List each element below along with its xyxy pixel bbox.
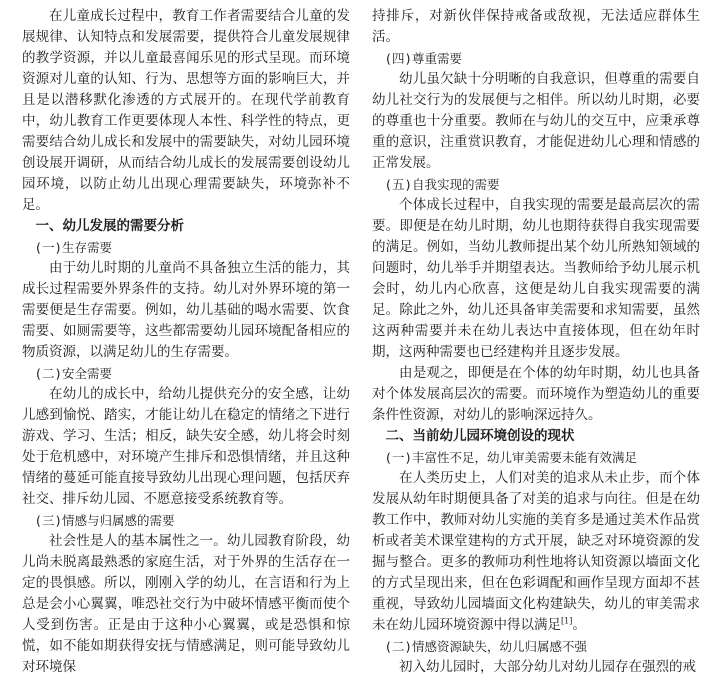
paragraph-safety: 在幼儿的成长中，给幼儿提供充分的安全感，让幼儿感到愉悦、踏实，才能让幼儿在稳定的情绪之下进行游戏、学习、生活；相反，缺失安全感，幼儿将会时刻处于危机感中，对环境产生排斥和恐惧情绪，并且这种情绪的蔓延可能直接导致幼儿出现心理问题，包括厌弃社交、排斥幼儿园、不愿意接受系统教育等。	[22, 386, 350, 507]
section-heading-2: 二、当前幼儿园环境创设的现状	[385, 428, 575, 444]
right-column	[372, 6, 700, 678]
subheading-respect: (四)尊重需要	[384, 51, 463, 66]
paragraph-last: 初入幼儿园时，大部分幼儿对幼儿园存在强烈的戒	[399, 659, 696, 675]
paragraph-belonging-continued: 持排斥，对新伙伴保持戒备或敌视，无法适应群体生活。	[372, 8, 700, 45]
reference-marker: [1]	[561, 616, 573, 626]
left-column	[22, 6, 350, 678]
paragraph-self-realization: 个体成长过程中，自我实现的需要是最高层次的需要。即便是在幼儿时期，幼儿也期待获得自我实现需要的满足。例如，当幼儿教师提出某个幼儿所熟知领域的问题时，幼儿举手并期望表达。当教师给予幼儿展示机会时，幼儿内心欣喜，这便是幼儿自我实现需要的满足。除此之外，幼儿还具备审美需要和求知需要，虽然这两种需要并未在幼儿表达中直接体现，但在幼年时期，这两种需要也已经建构并且逐步发展。	[372, 197, 700, 360]
paragraph-aesthetic	[372, 468, 700, 636]
paragraph-intro: 在儿童成长过程中，教育工作者需要结合儿童的发展规律、认知特点和发展需要，提供符合儿童发展规律的教学资源，并以儿童最喜闻乐见的形式呈现。而环境资源对儿童的认知、行为、思想等方面的影响巨大，并且是以潜移默化渗透的方式展开的。在现代学前教育中，幼儿教育工作更要体现人本性、科学性的特点，更需要结合幼儿成长和发展中的需要缺失，对幼儿园环境创设展开调研，从而结合幼儿成长的发展需要创设幼儿园环境，以防止幼儿出现心理需要缺失，环境弥补不足。	[22, 8, 350, 213]
paragraph-summary: 由是观之，即便是在个体的幼年时期，幼儿也具备对个体发展高层次的需要。而环境作为塑造幼儿的重要条件性资源，对幼儿的影响深远持久。	[372, 365, 700, 423]
subheading-safety: (二)安全需要	[34, 366, 113, 381]
paragraph-aesthetic-end: 。	[572, 617, 586, 633]
subheading-self-realization: (五)自我实现的需要	[384, 177, 500, 192]
paragraph-survival: 由于幼儿时期的儿童尚不具备独立生活的能力，其成长过程需要外界条件的支持。幼儿对外界环境的第一需要便是生存需要。例如，幼儿基础的喝水需要、饮食需要、如厕需要等，这些都需要幼儿园环境配备相应的物质资源，以满足幼儿的生存需要。	[22, 260, 350, 360]
paragraph-aesthetic-text: 在人类历史上，人们对美的追求从未止步，而个体发展从幼年时期便具备了对美的追求与向往。但是在幼教工作中，教师对幼儿实施的美育多是通过美术作品赏析或者美术课堂建构的方式开展，缺乏对环境资源的发掘与整合。更多的教师功利性地将认知资源以墙面文化的方式呈现出来，但在色彩调配和画作呈现方面却不甚重视，导致幼儿园墙面文化构建缺失，幼儿的审美需求未在幼儿园环境资源中得以满足	[372, 470, 700, 633]
paragraph-belonging: 社会性是人的基本属性之一。幼儿园教育阶段，幼儿尚未脱离最熟悉的家庭生活，对于外界的生活存在一定的畏惧感。所以，刚刚入学的幼儿，在言语和行为上总是会小心翼翼，唯恐社交行为中破坏情感平衡而使个人受到伤害。正是由于这种小心翼翼，或是恐惧和惊慌，如不能如期获得安抚与情感满足，则可能导致幼儿对环境保	[22, 533, 350, 675]
section-heading-1: 一、幼儿发展的需要分析	[35, 218, 184, 234]
subheading-survival: (一)生存需要	[34, 240, 113, 255]
subheading-emotional-resources: (二)情感资源缺失，幼儿归属感不强	[384, 639, 588, 654]
paragraph-respect: 幼儿虽欠缺十分明晰的自我意识，但尊重的需要自幼儿社交行为的发展便与之相伴。所以幼儿时期，必要的尊重也十分重要。教师在与幼儿的交互中，应秉承尊重的意识，注重赏识教育，才能促进幼儿心理和情感的正常发展。	[372, 71, 700, 171]
subheading-belonging: (三)情感与归属感的需要	[34, 513, 175, 528]
subheading-aesthetic: (一)丰富性不足，幼儿审美需要未能有效满足	[384, 450, 638, 465]
